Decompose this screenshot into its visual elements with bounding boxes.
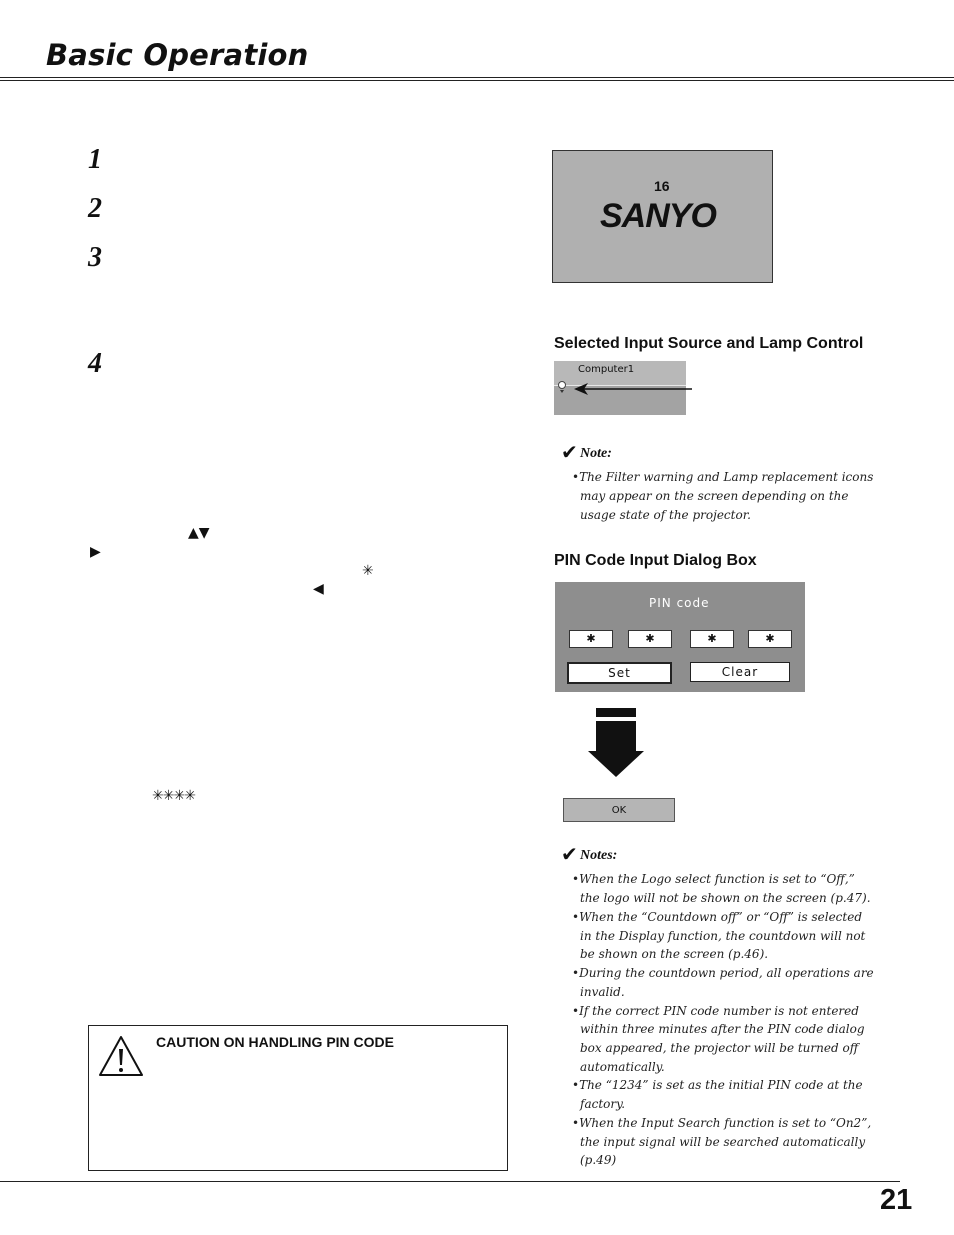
notes-line: •When the Input Search function is set to “On2”, <box>572 1116 872 1130</box>
left-arrow-icon: ◀ <box>313 581 324 597</box>
notes-check-icon: ✔ <box>561 842 578 866</box>
notes-line: (p.49) <box>580 1153 617 1167</box>
down-arrow-icon <box>586 708 646 778</box>
notes-line: be shown on the screen (p.46). <box>580 947 769 961</box>
notes-line: within three minutes after the PIN code dialog <box>580 1022 865 1036</box>
caution-title: CAUTION ON HANDLING PIN CODE <box>156 1034 394 1050</box>
page-number: 21 <box>880 1184 913 1216</box>
step-number-4: 4 <box>88 348 102 379</box>
notes-line: •During the countdown period, all operations are <box>572 966 874 980</box>
step-number-2: 2 <box>88 193 102 224</box>
header-rule-top <box>0 77 954 78</box>
clear-button[interactable]: Clear <box>690 662 790 682</box>
four-asterisks-icon: ✳✳✳✳ <box>152 788 195 804</box>
brand-logo: SANYO <box>600 197 716 235</box>
warning-icon <box>98 1035 144 1077</box>
countdown-number: 16 <box>654 178 670 194</box>
notes-line: box appeared, the projector will be turned off <box>580 1041 859 1055</box>
lamp-icon <box>556 379 572 395</box>
note-line: usage state of the projector. <box>580 508 751 522</box>
notes-line: automatically. <box>580 1060 665 1074</box>
notes-title: Notes: <box>580 848 618 863</box>
footer-rule <box>0 1181 900 1182</box>
pin-dialog-heading: PIN Code Input Dialog Box <box>554 552 757 569</box>
notes-line: the input signal will be searched automatically <box>580 1135 866 1149</box>
notes-line: •If the correct PIN code number is not entered <box>572 1004 859 1018</box>
right-arrow-icon: ▶ <box>90 544 101 560</box>
note-check-icon: ✔ <box>561 440 578 464</box>
input-source-heading: Selected Input Source and Lamp Control <box>554 335 864 352</box>
note-title: Note: <box>580 446 612 461</box>
notes-line: •The “1234” is set as the initial PIN code at the <box>572 1078 863 1092</box>
notes-line: factory. <box>580 1097 626 1111</box>
notes-line: the logo will not be shown on the screen (p.47). <box>580 891 871 905</box>
step-number-3: 3 <box>88 242 102 273</box>
asterisk-icon: ✳ <box>362 563 374 579</box>
pointer-arrow-icon <box>574 382 692 396</box>
pin-digit-field-1[interactable]: ✱ <box>569 630 613 648</box>
set-button[interactable]: Set <box>567 662 672 684</box>
notes-line: invalid. <box>580 985 625 999</box>
pin-digit-field-4[interactable]: ✱ <box>748 630 792 648</box>
step-number-1: 1 <box>88 144 102 175</box>
pin-digit-field-2[interactable]: ✱ <box>628 630 672 648</box>
page-title: Basic Operation <box>46 38 309 72</box>
input-source-label: Computer1 <box>578 364 635 375</box>
note-line: may appear on the screen depending on the <box>580 489 849 503</box>
header-rule-bottom <box>0 80 954 81</box>
notes-line: •When the “Countdown off” or “Off” is selected <box>572 910 863 924</box>
pin-digit-field-3[interactable]: ✱ <box>690 630 734 648</box>
note-line: •The Filter warning and Lamp replacement icons <box>572 470 874 484</box>
notes-line: in the Display function, the countdown will not <box>580 929 866 943</box>
up-down-arrows-icon: ▲▼ <box>188 525 210 541</box>
ok-button[interactable]: OK <box>563 798 675 822</box>
notes-line: •When the Logo select function is set to “Off,” <box>572 872 855 886</box>
pin-code-label: PIN code <box>649 596 710 610</box>
